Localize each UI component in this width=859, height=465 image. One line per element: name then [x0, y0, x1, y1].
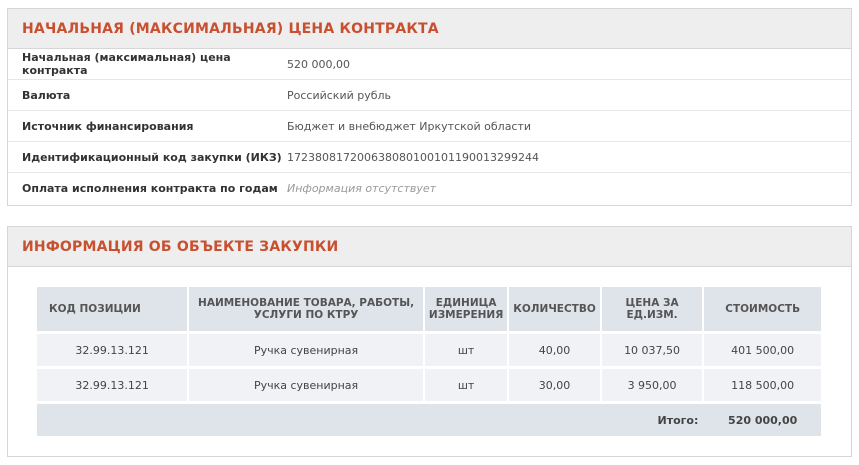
cell-unit: шт — [425, 334, 509, 366]
purchase-object-header — [8, 227, 851, 267]
cell-price: 10 037,50 — [602, 334, 705, 366]
cell-price: 3 950,00 — [602, 369, 705, 401]
total-spacer — [425, 404, 509, 436]
info-value: 172380817200638080100101190013299244 — [287, 150, 539, 164]
contract-price-title: НАЧАЛЬНАЯ (МАКСИМАЛЬНАЯ) ЦЕНА КОНТРАКТА — [22, 20, 439, 37]
column-header-name: НАИМЕНОВАНИЕ ТОВАРА, РАБОТЫ, УСЛУГИ ПО КТРУ — [189, 287, 425, 331]
cell-code: 32.99.13.121 — [37, 369, 189, 401]
info-row-funding-source — [8, 111, 851, 142]
info-value: Бюджет и внебюджет Иркутской области — [287, 119, 532, 133]
info-row-currency — [8, 80, 851, 111]
purchase-items-table — [37, 284, 821, 439]
column-header-code: КОД ПОЗИЦИИ — [37, 287, 189, 331]
info-row-payment-by-year — [8, 173, 851, 204]
purchase-object-title: ИНФОРМАЦИЯ ОБ ОБЪЕКТЕ ЗАКУПКИ — [22, 238, 339, 255]
total-spacer — [37, 404, 189, 436]
column-header-unit: ЕДИНИЦА ИЗМЕРЕНИЯ — [425, 287, 509, 331]
total-spacer — [509, 404, 601, 436]
info-label: Идентификационный код закупки (ИКЗ) — [22, 150, 282, 164]
info-label: Оплата исполнения контракта по годам — [22, 182, 278, 195]
table-row — [37, 369, 821, 401]
info-value: Информация отсутствует — [287, 182, 437, 195]
cell-cost: 401 500,00 — [704, 334, 821, 366]
info-value: 520 000,00 — [287, 57, 350, 71]
cell-code: 32.99.13.121 — [37, 334, 189, 366]
table-header-row — [37, 287, 821, 331]
total-value: 520 000,00 — [704, 404, 821, 436]
total-label: Итого: — [602, 404, 705, 436]
cell-unit: шт — [425, 369, 509, 401]
table-row — [37, 334, 821, 366]
cell-qty: 40,00 — [509, 334, 601, 366]
info-label: Начальная (максимальная) цена контракта — [22, 51, 231, 77]
total-spacer — [189, 404, 425, 436]
info-row-initial-price — [8, 49, 851, 80]
table-total-row — [37, 404, 821, 436]
cell-name: Ручка сувенирная — [189, 369, 425, 401]
info-row-ikz — [8, 142, 851, 173]
contract-price-rows — [8, 49, 851, 204]
column-header-cost: СТОИМОСТЬ — [704, 287, 821, 331]
info-value: Российский рубль — [287, 88, 392, 102]
info-label: Валюта — [22, 88, 71, 102]
contract-price-header — [8, 9, 851, 49]
column-header-price: ЦЕНА ЗА ЕД.ИЗМ. — [602, 287, 705, 331]
contract-price-panel — [7, 8, 852, 206]
column-header-qty: КОЛИЧЕСТВО — [509, 287, 601, 331]
cell-name: Ручка сувенирная — [189, 334, 425, 366]
purchase-object-panel — [7, 226, 852, 457]
cell-cost: 118 500,00 — [704, 369, 821, 401]
info-label: Источник финансирования — [22, 119, 194, 133]
cell-qty: 30,00 — [509, 369, 601, 401]
